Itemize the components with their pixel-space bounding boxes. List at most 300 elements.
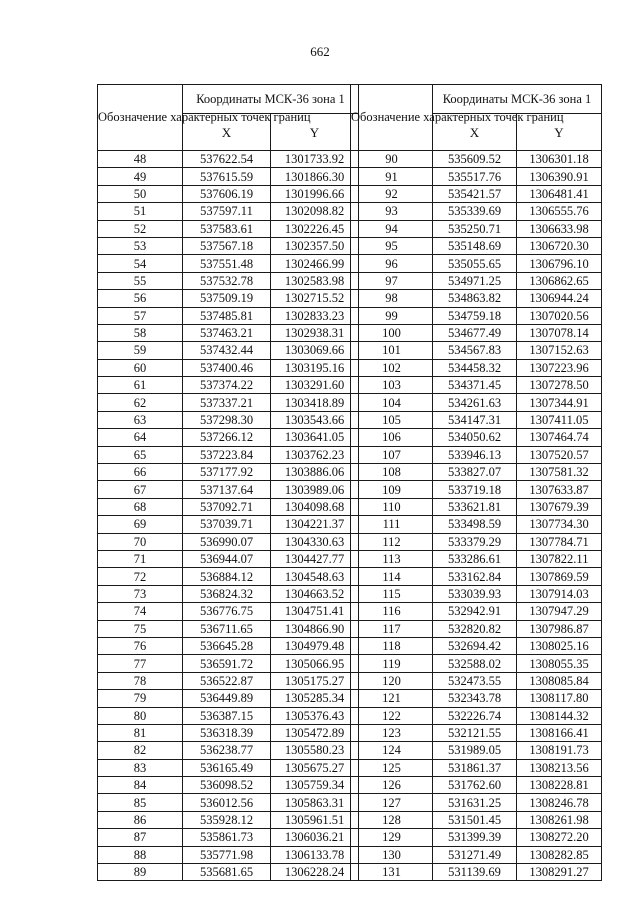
coordinates-table-right (350, 84, 602, 881)
x-coordinate: 534677.49 (433, 324, 517, 341)
table-row (351, 516, 602, 533)
y-coordinate: 1308085.84 (517, 672, 602, 689)
table-row (351, 690, 602, 707)
y-coordinate: 1307679.39 (517, 498, 602, 515)
x-coordinate: 537374.22 (183, 377, 271, 394)
y-coordinate: 1307152.63 (517, 342, 602, 359)
table-row (351, 811, 602, 828)
table-row (351, 672, 602, 689)
x-coordinate: 537039.71 (183, 516, 271, 533)
y-coordinate: 1307223.96 (517, 359, 602, 376)
point-number: 58 (98, 324, 183, 341)
point-number: 91 (351, 168, 433, 185)
x-coordinate: 537137.64 (183, 481, 271, 498)
table-row (98, 603, 359, 620)
x-coordinate: 532820.82 (433, 620, 517, 637)
x-coordinate: 534567.83 (433, 342, 517, 359)
y-coordinate: 1307914.03 (517, 585, 602, 602)
y-coordinate: 1303069.66 (271, 342, 359, 359)
table-row (351, 864, 602, 881)
table-row (98, 220, 359, 237)
table-row (351, 255, 602, 272)
x-coordinate: 537485.81 (183, 307, 271, 324)
point-number: 127 (351, 794, 433, 811)
x-coordinate: 535055.65 (433, 255, 517, 272)
x-coordinate: 537567.18 (183, 237, 271, 254)
point-number: 94 (351, 220, 433, 237)
table-row (98, 742, 359, 759)
y-coordinate: 1308191.73 (517, 742, 602, 759)
point-number: 86 (98, 811, 183, 828)
point-number: 89 (98, 864, 183, 881)
point-number: 60 (98, 359, 183, 376)
table-row (98, 568, 359, 585)
x-coordinate: 537298.30 (183, 411, 271, 428)
point-number: 129 (351, 829, 433, 846)
table-row (351, 829, 602, 846)
table-row (351, 429, 602, 446)
y-coordinate: 1306633.98 (517, 220, 602, 237)
x-coordinate: 537606.19 (183, 185, 271, 202)
table-row (98, 151, 359, 168)
x-coordinate: 535148.69 (433, 237, 517, 254)
x-coordinate: 533827.07 (433, 464, 517, 481)
table-row (98, 237, 359, 254)
x-coordinate: 533039.93 (433, 585, 517, 602)
table-row (351, 446, 602, 463)
x-coordinate: 536944.07 (183, 550, 271, 567)
y-coordinate: 1301866.30 (271, 168, 359, 185)
point-number: 71 (98, 550, 183, 567)
y-coordinate: 1302357.50 (271, 237, 359, 254)
y-coordinate: 1305961.51 (271, 811, 359, 828)
point-number: 99 (351, 307, 433, 324)
y-coordinate: 1307734.30 (517, 516, 602, 533)
y-coordinate: 1308213.56 (517, 759, 602, 776)
y-coordinate: 1306228.24 (271, 864, 359, 881)
point-number: 124 (351, 742, 433, 759)
table-row (351, 411, 602, 428)
point-number: 79 (98, 690, 183, 707)
y-coordinate: 1308166.41 (517, 724, 602, 741)
y-coordinate: 1304663.52 (271, 585, 359, 602)
y-coordinate: 1305580.23 (271, 742, 359, 759)
y-coordinate: 1304548.63 (271, 568, 359, 585)
y-coordinate: 1304098.68 (271, 498, 359, 515)
x-coordinate: 536645.28 (183, 637, 271, 654)
x-coordinate: 533162.84 (433, 568, 517, 585)
x-coordinate: 531399.39 (433, 829, 517, 846)
table-row (351, 585, 602, 602)
y-coordinate: 1306390.91 (517, 168, 602, 185)
point-number: 103 (351, 377, 433, 394)
x-coordinate: 536776.75 (183, 603, 271, 620)
y-coordinate: 1307520.57 (517, 446, 602, 463)
table-row (98, 429, 359, 446)
table-row (351, 272, 602, 289)
point-number: 87 (98, 829, 183, 846)
table-row (98, 394, 359, 411)
y-coordinate: 1305376.43 (271, 707, 359, 724)
x-coordinate: 535517.76 (433, 168, 517, 185)
y-coordinate: 1307869.59 (517, 568, 602, 585)
table-row (351, 203, 602, 220)
y-coordinate: 1306944.24 (517, 290, 602, 307)
y-coordinate: 1305675.27 (271, 759, 359, 776)
y-coordinate: 1308272.20 (517, 829, 602, 846)
point-number: 115 (351, 585, 433, 602)
table-row (351, 498, 602, 515)
y-coordinate: 1303195.16 (271, 359, 359, 376)
y-coordinate: 1302226.45 (271, 220, 359, 237)
y-coordinate: 1307078.14 (517, 324, 602, 341)
table-row (98, 307, 359, 324)
point-number: 121 (351, 690, 433, 707)
y-coordinate: 1308246.78 (517, 794, 602, 811)
table-row (351, 377, 602, 394)
y-coordinate: 1305472.89 (271, 724, 359, 741)
table-row (98, 672, 359, 689)
table-row (98, 185, 359, 202)
x-header: X (183, 114, 271, 151)
table-row (98, 324, 359, 341)
point-number: 131 (351, 864, 433, 881)
y-coordinate: 1304866.90 (271, 620, 359, 637)
point-number: 88 (98, 846, 183, 863)
x-coordinate: 536012.56 (183, 794, 271, 811)
point-number: 102 (351, 359, 433, 376)
x-coordinate: 533946.13 (433, 446, 517, 463)
x-coordinate: 535928.12 (183, 811, 271, 828)
table-row (351, 724, 602, 741)
point-number: 96 (351, 255, 433, 272)
y-coordinate: 1306133.78 (271, 846, 359, 863)
x-coordinate: 532942.91 (433, 603, 517, 620)
point-number: 104 (351, 394, 433, 411)
y-coordinate: 1307822.11 (517, 550, 602, 567)
x-coordinate: 534147.31 (433, 411, 517, 428)
table-row (351, 342, 602, 359)
table-row (351, 237, 602, 254)
x-coordinate: 536591.72 (183, 655, 271, 672)
table-row (98, 411, 359, 428)
table-row (351, 464, 602, 481)
point-number: 61 (98, 377, 183, 394)
table-row (351, 151, 602, 168)
x-coordinate: 531139.69 (433, 864, 517, 881)
y-coordinate: 1304751.41 (271, 603, 359, 620)
y-coordinate: 1307633.87 (517, 481, 602, 498)
point-number: 59 (98, 342, 183, 359)
table-row (351, 324, 602, 341)
table-row (98, 481, 359, 498)
x-coordinate: 537432.44 (183, 342, 271, 359)
x-coordinate: 536711.65 (183, 620, 271, 637)
table-row (351, 794, 602, 811)
point-number: 48 (98, 151, 183, 168)
x-coordinate: 532473.55 (433, 672, 517, 689)
page-number: 662 (310, 44, 330, 59)
y-coordinate: 1301733.92 (271, 151, 359, 168)
designation-header: Обозначение характерных точек границ (98, 85, 183, 151)
point-number: 113 (351, 550, 433, 567)
x-coordinate: 531271.49 (433, 846, 517, 863)
y-coordinate: 1302833.23 (271, 307, 359, 324)
point-number: 62 (98, 394, 183, 411)
y-coordinate: 1306720.30 (517, 237, 602, 254)
table-row (351, 185, 602, 202)
point-number: 116 (351, 603, 433, 620)
point-number: 84 (98, 777, 183, 794)
table-row (351, 568, 602, 585)
y-coordinate: 1308228.81 (517, 777, 602, 794)
x-coordinate: 535609.52 (433, 151, 517, 168)
table-row (98, 203, 359, 220)
x-coordinate: 537266.12 (183, 429, 271, 446)
point-number: 51 (98, 203, 183, 220)
table-row (98, 794, 359, 811)
table-row (98, 377, 359, 394)
table-row (98, 446, 359, 463)
y-coordinate: 1302715.52 (271, 290, 359, 307)
point-number: 128 (351, 811, 433, 828)
point-number: 82 (98, 742, 183, 759)
point-number: 108 (351, 464, 433, 481)
x-coordinate: 531989.05 (433, 742, 517, 759)
x-coordinate: 537583.61 (183, 220, 271, 237)
x-coordinate: 535250.71 (433, 220, 517, 237)
table-row (351, 637, 602, 654)
y-header: Y (517, 114, 602, 151)
point-number: 67 (98, 481, 183, 498)
table-row (98, 846, 359, 863)
table-row (351, 777, 602, 794)
point-number: 85 (98, 794, 183, 811)
point-number: 66 (98, 464, 183, 481)
x-coordinate: 534371.45 (433, 377, 517, 394)
table-row (98, 342, 359, 359)
x-coordinate: 536824.32 (183, 585, 271, 602)
x-coordinate: 537597.11 (183, 203, 271, 220)
y-coordinate: 1303886.06 (271, 464, 359, 481)
y-coordinate: 1307986.87 (517, 620, 602, 637)
y-coordinate: 1301996.66 (271, 185, 359, 202)
point-number: 110 (351, 498, 433, 515)
coordinates-header: Координаты МСК-36 зона 1 (433, 85, 602, 114)
x-coordinate: 535421.57 (433, 185, 517, 202)
table-row (98, 864, 359, 881)
point-number: 122 (351, 707, 433, 724)
y-coordinate: 1305175.27 (271, 672, 359, 689)
table-row (98, 533, 359, 550)
point-number: 100 (351, 324, 433, 341)
y-coordinate: 1303641.05 (271, 429, 359, 446)
table-row (351, 359, 602, 376)
y-coordinate: 1305285.34 (271, 690, 359, 707)
x-coordinate: 535771.98 (183, 846, 271, 863)
table-row (351, 550, 602, 567)
y-coordinate: 1303418.89 (271, 394, 359, 411)
table-row (98, 359, 359, 376)
coordinates-header: Координаты МСК-36 зона 1 (183, 85, 359, 114)
y-coordinate: 1305066.95 (271, 655, 359, 672)
x-coordinate: 532226.74 (433, 707, 517, 724)
x-coordinate: 535339.69 (433, 203, 517, 220)
x-coordinate: 534458.32 (433, 359, 517, 376)
x-coordinate: 537532.78 (183, 272, 271, 289)
x-coordinate: 535861.73 (183, 829, 271, 846)
table-row (351, 290, 602, 307)
point-number: 107 (351, 446, 433, 463)
y-coordinate: 1308025.16 (517, 637, 602, 654)
point-number: 97 (351, 272, 433, 289)
table-row (351, 846, 602, 863)
point-number: 63 (98, 411, 183, 428)
x-coordinate: 536387.15 (183, 707, 271, 724)
x-coordinate: 533379.29 (433, 533, 517, 550)
x-coordinate: 534759.18 (433, 307, 517, 324)
point-number: 119 (351, 655, 433, 672)
x-coordinate: 534863.82 (433, 290, 517, 307)
table-row (98, 272, 359, 289)
point-number: 70 (98, 533, 183, 550)
table-row (98, 829, 359, 846)
y-coordinate: 1304330.63 (271, 533, 359, 550)
y-coordinate: 1307344.91 (517, 394, 602, 411)
x-coordinate: 536318.39 (183, 724, 271, 741)
point-number: 72 (98, 568, 183, 585)
point-number: 98 (351, 290, 433, 307)
point-number: 53 (98, 237, 183, 254)
point-number: 109 (351, 481, 433, 498)
y-coordinate: 1303291.60 (271, 377, 359, 394)
y-header: Y (271, 114, 359, 151)
y-coordinate: 1307581.32 (517, 464, 602, 481)
point-number: 105 (351, 411, 433, 428)
table-row (351, 603, 602, 620)
table-row (351, 655, 602, 672)
point-number: 64 (98, 429, 183, 446)
point-number: 52 (98, 220, 183, 237)
y-coordinate: 1308291.27 (517, 864, 602, 881)
table-row (98, 724, 359, 741)
y-coordinate: 1308117.80 (517, 690, 602, 707)
point-number: 125 (351, 759, 433, 776)
point-number: 78 (98, 672, 183, 689)
y-coordinate: 1308144.32 (517, 707, 602, 724)
x-coordinate: 537463.21 (183, 324, 271, 341)
point-number: 83 (98, 759, 183, 776)
y-coordinate: 1304427.77 (271, 550, 359, 567)
point-number: 130 (351, 846, 433, 863)
point-number: 73 (98, 585, 183, 602)
x-coordinate: 537092.71 (183, 498, 271, 515)
designation-header: Обозначение характерных точек границ (351, 85, 433, 151)
point-number: 75 (98, 620, 183, 637)
y-coordinate: 1307784.71 (517, 533, 602, 550)
x-coordinate: 531861.37 (433, 759, 517, 776)
point-number: 112 (351, 533, 433, 550)
point-number: 90 (351, 151, 433, 168)
y-coordinate: 1304221.37 (271, 516, 359, 533)
y-coordinate: 1303762.23 (271, 446, 359, 463)
y-coordinate: 1306301.18 (517, 151, 602, 168)
point-number: 101 (351, 342, 433, 359)
y-coordinate: 1305863.31 (271, 794, 359, 811)
table-row (98, 655, 359, 672)
y-coordinate: 1307464.74 (517, 429, 602, 446)
table-row (98, 498, 359, 515)
table-row (98, 516, 359, 533)
table-row (351, 533, 602, 550)
point-number: 120 (351, 672, 433, 689)
x-coordinate: 537177.92 (183, 464, 271, 481)
table-row (351, 168, 602, 185)
y-coordinate: 1306036.21 (271, 829, 359, 846)
table-row (98, 585, 359, 602)
x-coordinate: 535681.65 (183, 864, 271, 881)
x-coordinate: 537400.46 (183, 359, 271, 376)
table-row (351, 394, 602, 411)
y-coordinate: 1307020.56 (517, 307, 602, 324)
table-row (351, 759, 602, 776)
x-coordinate: 532343.78 (433, 690, 517, 707)
x-coordinate: 534261.63 (433, 394, 517, 411)
y-coordinate: 1303543.66 (271, 411, 359, 428)
x-coordinate: 537551.48 (183, 255, 271, 272)
point-number: 65 (98, 446, 183, 463)
point-number: 74 (98, 603, 183, 620)
y-coordinate: 1302938.31 (271, 324, 359, 341)
y-coordinate: 1306796.10 (517, 255, 602, 272)
x-coordinate: 533498.59 (433, 516, 517, 533)
table-row (98, 620, 359, 637)
y-coordinate: 1307947.29 (517, 603, 602, 620)
point-number: 93 (351, 203, 433, 220)
x-coordinate: 532121.55 (433, 724, 517, 741)
table-body-left (98, 151, 359, 881)
x-coordinate: 533286.61 (433, 550, 517, 567)
table-row (351, 481, 602, 498)
point-number: 111 (351, 516, 433, 533)
x-coordinate: 533719.18 (433, 481, 517, 498)
point-number: 56 (98, 290, 183, 307)
x-coordinate: 536238.77 (183, 742, 271, 759)
x-header: X (433, 114, 517, 151)
table-row (98, 637, 359, 654)
y-coordinate: 1307411.05 (517, 411, 602, 428)
table-row (98, 811, 359, 828)
point-number: 49 (98, 168, 183, 185)
point-number: 76 (98, 637, 183, 654)
x-coordinate: 532694.42 (433, 637, 517, 654)
point-number: 55 (98, 272, 183, 289)
point-number: 77 (98, 655, 183, 672)
table-row (98, 290, 359, 307)
point-number: 106 (351, 429, 433, 446)
table-row (98, 550, 359, 567)
table-row (351, 620, 602, 637)
x-coordinate: 536098.52 (183, 777, 271, 794)
y-coordinate: 1308261.98 (517, 811, 602, 828)
table-row (351, 742, 602, 759)
table-row (98, 168, 359, 185)
x-coordinate: 531631.25 (433, 794, 517, 811)
x-coordinate: 537622.54 (183, 151, 271, 168)
point-number: 92 (351, 185, 433, 202)
y-coordinate: 1302098.82 (271, 203, 359, 220)
x-coordinate: 536165.49 (183, 759, 271, 776)
